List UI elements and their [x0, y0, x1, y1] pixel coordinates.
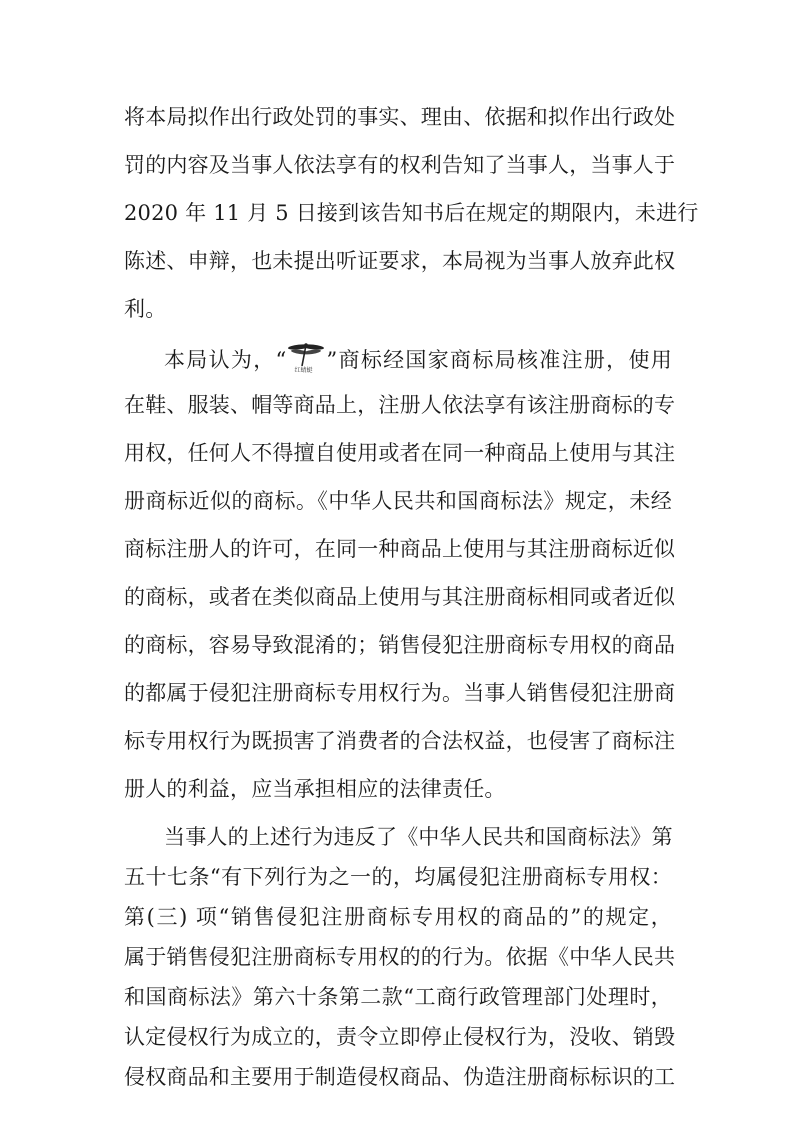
paragraph-line: 当事人的上述行为违反了《中华人民共和国商标法》第 — [164, 825, 673, 849]
paragraph-line: 册商标近似的商标。《中华人民共和国商标法》规定，未经 — [124, 489, 672, 513]
paragraph-text: ”商标经国家商标局核准注册，使用 — [326, 348, 672, 372]
paragraph-line: 属于销售侵犯注册商标专用权的的行为。依据《中华人民共 — [124, 945, 676, 969]
paragraph-line: 罚的内容及当事人依法享有的权利告知了当事人，当事人于 — [124, 153, 676, 177]
paragraph-line: 侵权商品和主要用于制造侵权商品、伪造注册商标标识的工 — [124, 1065, 676, 1089]
paragraph-line: 将本局拟作出行政处罚的事实、理由、依据和拟作出行政处 — [124, 105, 676, 129]
paragraph-line: 标专用权行为既损害了消费者的合法权益，也侵害了商标注 — [124, 729, 676, 753]
paragraph-line-with-logo — [164, 342, 672, 372]
paragraph-line: 第(三) 项“销售侵犯注册商标专用权的商品的”的规定， — [124, 905, 672, 929]
paragraph-line: 利。 — [124, 297, 167, 321]
paragraph-line: 的都属于侵犯注册商标专用权行为。当事人销售侵犯注册商 — [124, 681, 676, 705]
paragraph-line: 认定侵权行为成立的，责令立即停止侵权行为，没收、销毁 — [124, 1025, 676, 1049]
trademark-logo — [286, 342, 326, 376]
paragraph-line: 陈述、申辩，也未提出听证要求，本局视为当事人放弃此权 — [124, 249, 676, 273]
paragraph-line: 五十七条“有下列行为之一的，均属侵犯注册商标专用权： — [124, 865, 672, 889]
logo-wordmark: 红蜻蜓 — [294, 367, 313, 374]
paragraph-text: 本局认为，“ — [164, 348, 287, 372]
paragraph-line: 在鞋、服装、帽等商品上，注册人依法享有该注册商标的专 — [124, 393, 676, 417]
paragraph-line: 和国商标法》第六十条第二款“工商行政管理部门处理时， — [124, 985, 672, 1009]
paragraph-line: 商标注册人的许可，在同一种商品上使用与其注册商标近似 — [124, 537, 676, 561]
paragraph-line: 的商标，容易导致混淆的；销售侵犯注册商标专用权的商品 — [124, 633, 676, 657]
paragraph-line: 2020 年 11 月 5 日接到该告知书后在规定的期限内，未进行 — [124, 201, 699, 225]
paragraph-line: 用权，任何人不得擅自使用或者在同一种商品上使用与其注 — [124, 441, 676, 465]
paragraph-line: 册人的利益，应当承担相应的法律责任。 — [124, 777, 506, 801]
dragonfly-icon — [286, 342, 326, 368]
paragraph-line: 的商标，或者在类似商品上使用与其注册商标相同或者近似 — [124, 585, 676, 609]
